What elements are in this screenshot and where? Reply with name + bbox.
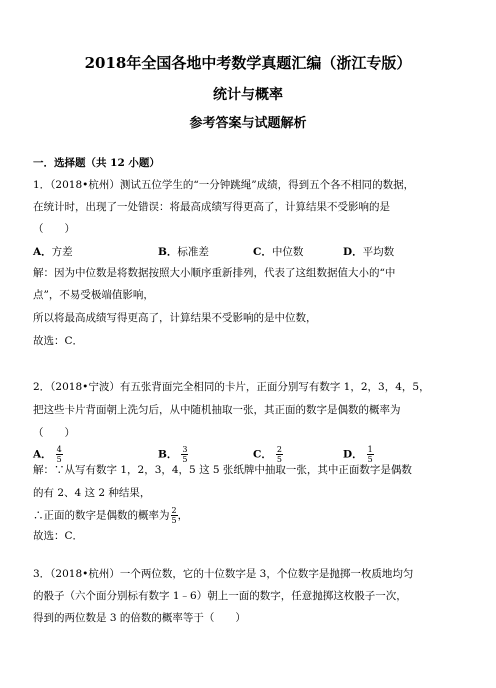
q2-answer: 故选：C． — [33, 530, 84, 542]
option-letter: A． — [33, 246, 52, 258]
fraction — [181, 445, 188, 464]
q1-solution-line1: 解：因为中位数是将数据按照大小顺序重新排列，代表了这组数据值大小的“中 — [33, 267, 396, 279]
q1-solution-line2: 点”，不易受极端值影响， — [33, 289, 154, 301]
fraction — [171, 506, 178, 525]
q2-solution-line1: 解：∵从写有数字 1，2，3，4，5 这 5 张纸牌中抽取一张，其中正面数字是偶数 — [33, 464, 412, 476]
option-letter: C． — [253, 448, 272, 461]
q1-option-b — [158, 244, 209, 259]
q2-option-d — [343, 445, 374, 464]
q3-stem-line2: 的骰子（六个面分别标有数字 1﹣6）朝上一面的数字，任意抛掷这枚骰子一次， — [33, 590, 407, 602]
fraction-numerator: 1 — [367, 445, 373, 454]
q3-stem-line1: 3．（2018•杭州）一个两位数，它的十位数字是 3，个位数字是抛掷一枚质地均匀 — [33, 568, 414, 580]
q1-stem-line1: 1．（2018•杭州）测试五位学生的“一分钟跳绳”成绩，得到五个各不相同的数据， — [33, 179, 415, 191]
fraction-denominator: 5 — [276, 455, 282, 464]
option-text: 中位数 — [271, 246, 304, 258]
q2-option-c — [253, 445, 283, 464]
fraction-denominator: 5 — [56, 455, 62, 464]
solution-text: ∴正面的数字是偶数的概率为 — [33, 509, 170, 522]
option-letter: B． — [158, 448, 178, 461]
fraction-numerator: 4 — [56, 445, 62, 454]
q1-option-a — [33, 244, 73, 259]
q2-option-a — [33, 445, 63, 464]
q2-stem-line2: 把这些卡片背面朝上洗匀后，从中随机抽取一张，其正面的数字是偶数的概率为 — [33, 404, 401, 416]
q2-solution-line2: 的有 2、4 这 2 种结果， — [33, 487, 151, 499]
fraction — [276, 445, 283, 464]
fraction-denominator: 5 — [171, 516, 177, 525]
option-text: 标准差 — [177, 246, 209, 258]
document-title: 2018年全国各地中考数学真题汇编（浙江专版） — [84, 54, 412, 72]
fraction-denominator: 5 — [367, 455, 373, 464]
option-letter: C． — [253, 246, 272, 258]
fraction — [367, 445, 374, 464]
option-letter: B． — [158, 246, 178, 258]
fraction-numerator: 2 — [171, 506, 177, 515]
q1-blank: （ ） — [33, 223, 75, 235]
solution-text: ， — [177, 509, 189, 522]
document-subtitle-answers: 参考答案与试题解析 — [189, 116, 307, 131]
option-letter: D． — [343, 448, 363, 461]
option-letter: A． — [33, 448, 52, 461]
q2-stem-line1: 2．（2018•宁波）有五张背面完全相同的卡片，正面分别写有数字 1，2，3，4，5， — [33, 381, 430, 393]
q1-answer: 故选：C． — [33, 335, 84, 347]
q2-blank: （ ） — [33, 427, 75, 439]
option-text: 平均数 — [362, 246, 395, 258]
fraction-denominator: 5 — [182, 455, 188, 464]
q2-solution-line3 — [33, 506, 188, 525]
option-letter: D． — [343, 246, 363, 258]
fraction-numerator: 3 — [182, 445, 188, 454]
section-heading: 一．选择题（共 12 小题） — [33, 157, 160, 169]
q1-option-c — [253, 244, 303, 259]
fraction — [56, 445, 63, 464]
q1-solution-line3: 所以将最高成绩写得更高了，计算结果不受影响的是中位数， — [33, 312, 317, 324]
q2-option-b — [158, 445, 188, 464]
q1-option-d — [343, 244, 394, 259]
fraction-numerator: 2 — [276, 445, 282, 454]
option-text: 方差 — [51, 246, 73, 258]
q1-stem-line2: 在统计时，出现了一处错误：将最高成绩写得更高了，计算结果不受影响的是 — [33, 201, 390, 213]
document-subtitle: 统计与概率 — [213, 87, 283, 103]
q3-stem-line3: 得到的两位数是 3 的倍数的概率等于（ ） — [33, 612, 246, 624]
